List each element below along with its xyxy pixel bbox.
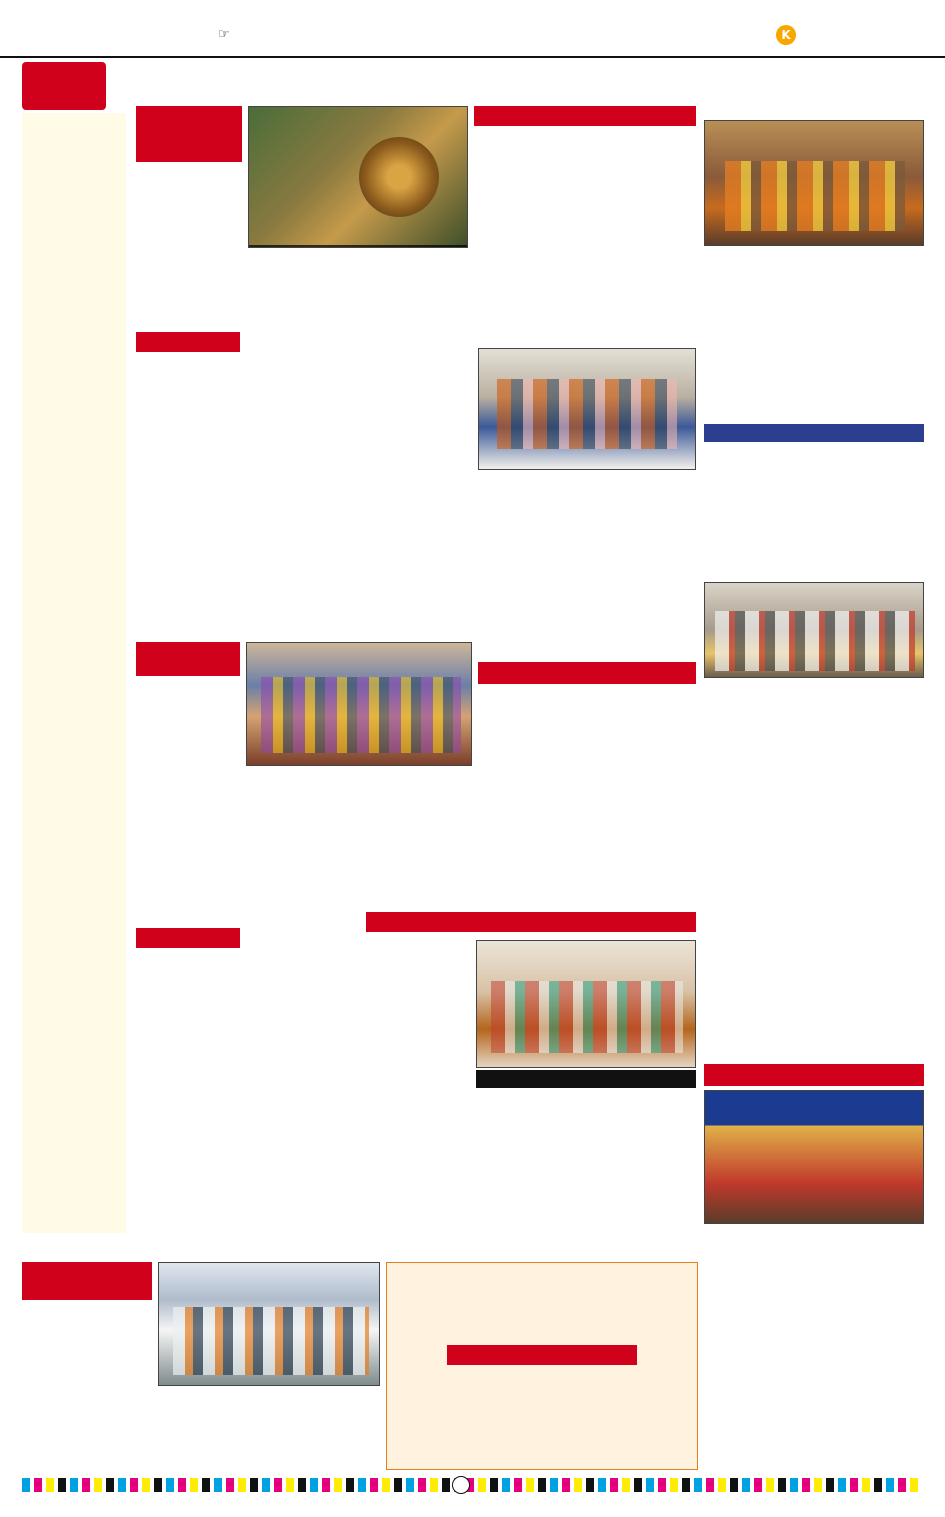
ihm-col2 [246, 772, 356, 880]
ihm-subhead [136, 642, 240, 676]
sidebar-story-4 [22, 660, 126, 849]
talks-box [386, 1262, 698, 1470]
yoga-col2 [366, 1118, 696, 1208]
leopard-col4 [474, 130, 696, 210]
anm-col2 [478, 476, 584, 610]
yoga-subhead [366, 912, 696, 932]
union-body [704, 964, 924, 1026]
stove-col1 [704, 268, 810, 420]
people-group [173, 1307, 369, 1375]
leopard-col6 [586, 214, 696, 278]
ek-najar-banner [704, 424, 924, 442]
photo-caption [249, 245, 467, 247]
bharti-subhead [478, 662, 696, 684]
masthead [0, 0, 945, 58]
shahdeo-col1 [22, 1320, 152, 1470]
stove-col2 [814, 256, 924, 420]
yoga-caption [476, 1090, 696, 1116]
labour-subhead [136, 332, 240, 352]
talks-body [393, 1285, 691, 1341]
crosshair-icon [452, 1476, 470, 1494]
sidebar-body [24, 289, 124, 439]
artists-heading [447, 1345, 637, 1365]
bharti-col2 [590, 692, 696, 880]
lok-adalat-subhead [136, 928, 240, 948]
sidebar-story-2 [22, 287, 126, 441]
ihm-col1 [136, 696, 240, 880]
anm-photo [478, 348, 696, 470]
people-group [715, 611, 915, 671]
shahdeo-photo [158, 1262, 380, 1386]
registration-marks [22, 1478, 922, 1492]
leopard-col5 [474, 214, 580, 278]
ihm-col3 [362, 772, 472, 880]
yoga-col1 [366, 952, 470, 1112]
lok-adalat-col2 [246, 928, 360, 1208]
leopard-col1 [136, 188, 242, 248]
people-group [725, 161, 905, 231]
shahdeo-col2 [158, 1390, 266, 1470]
shahdeo-col3 [272, 1390, 380, 1470]
roles-body [816, 1244, 924, 1474]
anm-col1 [364, 360, 472, 610]
ihm-photo [246, 642, 472, 766]
electric-body [704, 692, 924, 784]
leopard-subhead [136, 106, 242, 162]
babulal-body [704, 804, 924, 944]
hand-icon: ☞ [218, 27, 230, 42]
yoga-caption-title [476, 1070, 696, 1088]
electric-photo [704, 582, 924, 678]
sidebar-story-5 [22, 849, 126, 1023]
college-photo [704, 1090, 924, 1224]
naac-subhead [704, 1064, 924, 1086]
breeding-strip [474, 106, 696, 126]
people-group [497, 379, 677, 449]
bharti-col1 [478, 704, 584, 880]
shahdeo-subhead [22, 1262, 152, 1300]
leopard-photo [248, 106, 468, 248]
lok-adalat-col1 [136, 968, 240, 1208]
labour-col1 [136, 372, 240, 610]
sidebar-story-3 [22, 441, 126, 660]
people-group [261, 677, 461, 753]
sidebar-body [24, 443, 124, 658]
sidebar [22, 113, 126, 1233]
sidebar-story-1 [22, 113, 126, 287]
sidebar-body [24, 115, 124, 285]
brand-logo: K [776, 25, 796, 45]
leopard-col3 [362, 250, 468, 278]
sidebar-body [24, 851, 124, 1021]
artists-body [393, 1369, 691, 1465]
speed-news-badge [22, 62, 106, 110]
leopard-figure [359, 137, 439, 217]
people-group [491, 981, 683, 1053]
naac-col1 [704, 1244, 810, 1474]
leopard-col2 [248, 250, 358, 278]
sundarkand-body [704, 462, 924, 560]
yoga-photo [476, 940, 696, 1068]
sidebar-body [24, 662, 124, 847]
anm-col3 [590, 476, 696, 610]
stove-photo [704, 120, 924, 246]
labour-col2 [246, 332, 358, 610]
